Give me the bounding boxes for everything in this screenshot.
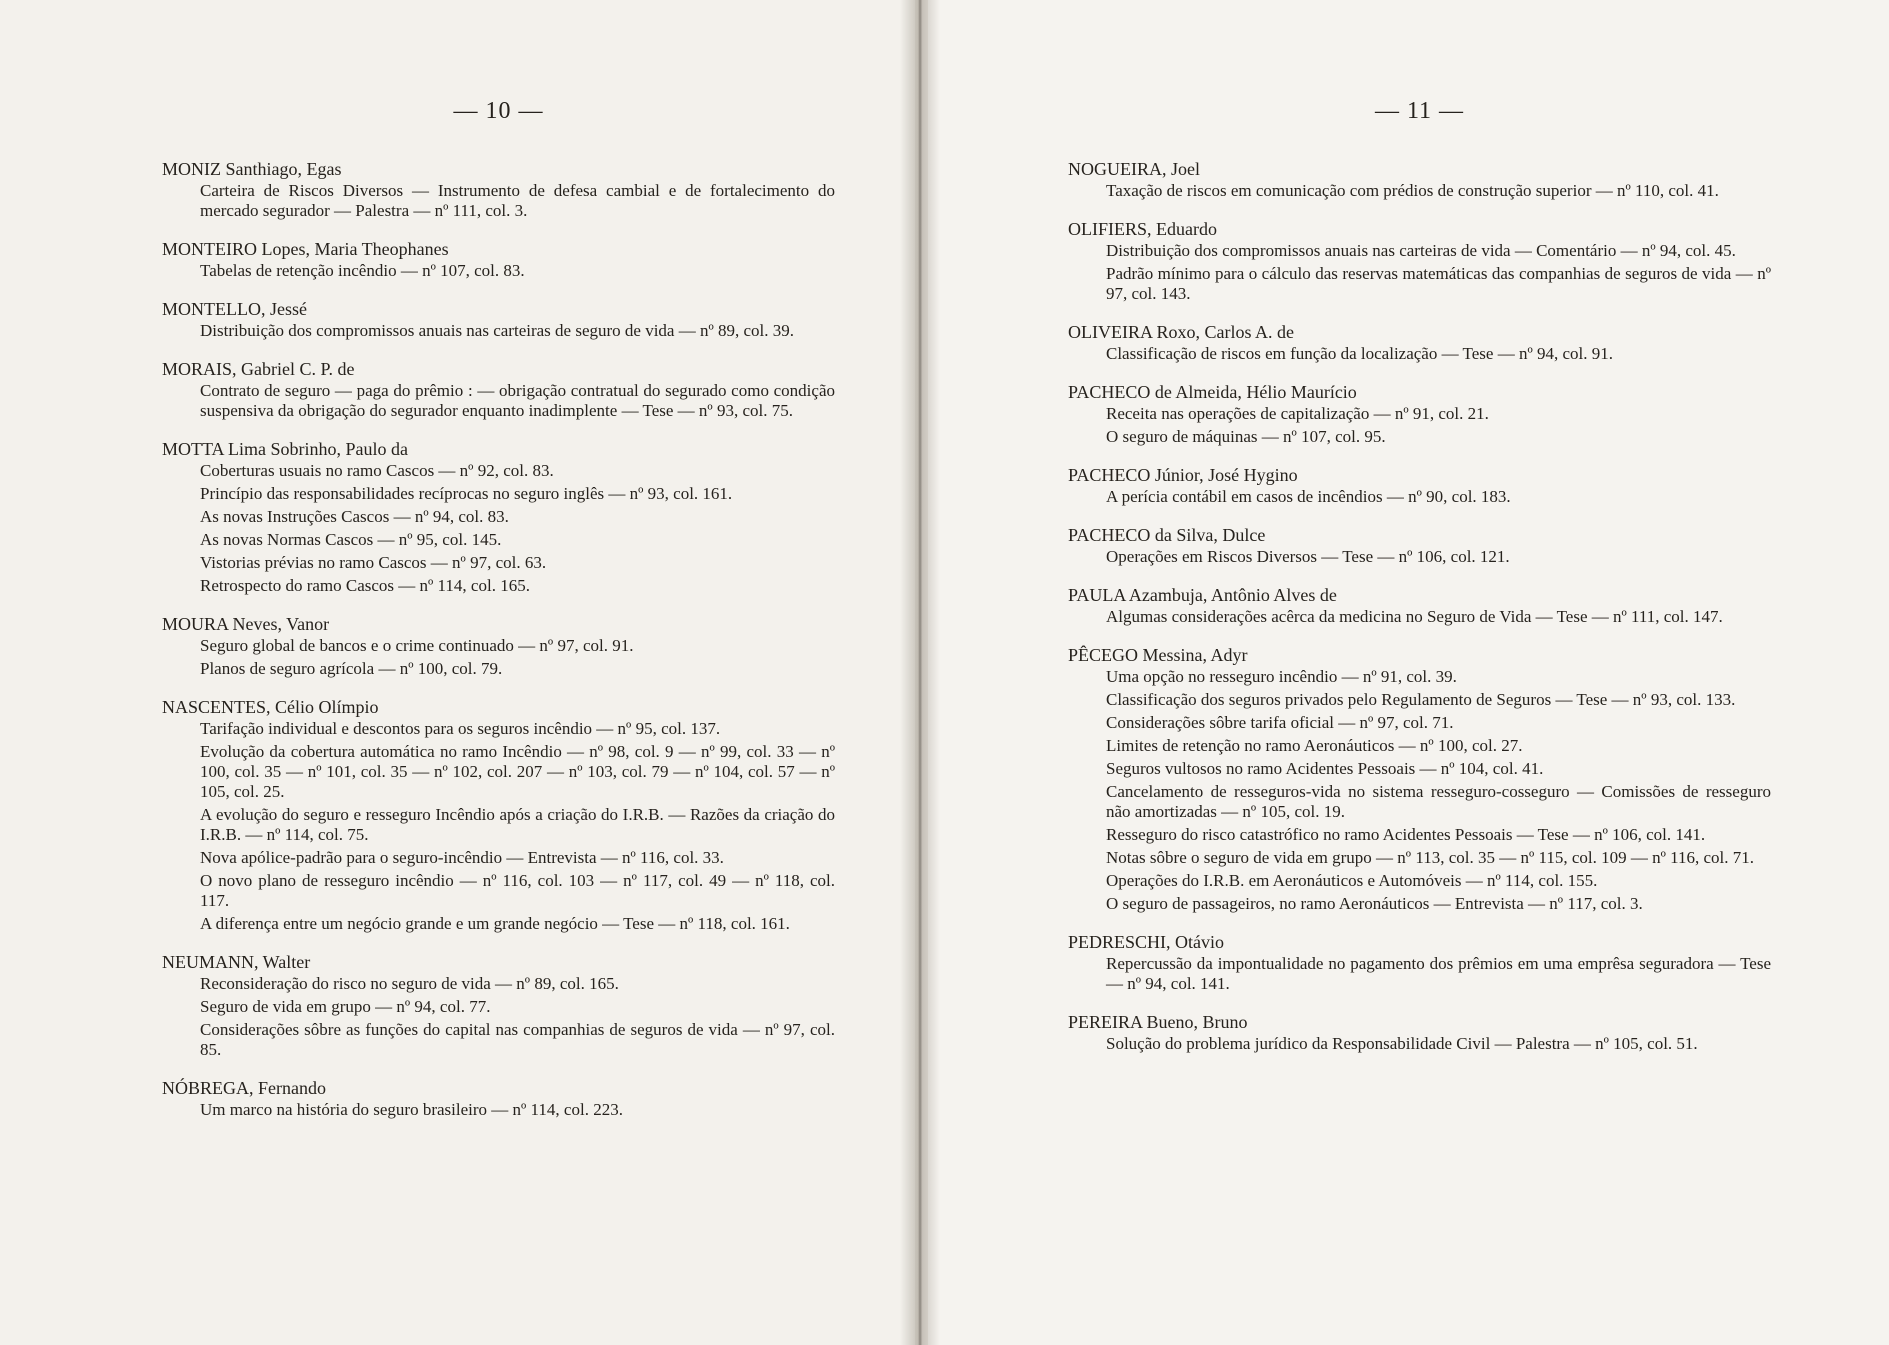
entry-work: Seguro de vida em grupo — nº 94, col. 77. — [200, 997, 491, 1016]
index-entry — [1068, 584, 1771, 627]
entry-work: Planos de seguro agrícola — nº 100, col. 79. — [200, 659, 503, 678]
entry-work: Padrão mínimo para o cálculo das reservas matemáticas das companhias de seguros de vida — nº 97, col. 143. — [1106, 264, 1771, 303]
entry-work: Resseguro do risco catastrófico no ramo Acidentes Pessoais — Tese — nº 106, col. 141. — [1106, 825, 1706, 844]
entry-author: PÊCEGO Messina, Adyr — [1068, 645, 1248, 665]
entry-work: Limites de retenção no ramo Aeronáuticos — nº 100, col. 27. — [1106, 736, 1523, 755]
index-entry — [1068, 218, 1771, 304]
entry-work: Classificação de riscos em função da localização — Tese — nº 94, col. 91. — [1106, 344, 1613, 363]
index-entry — [162, 613, 835, 679]
page-number-right: — 11 — — [1374, 98, 1465, 124]
entry-work: Distribuição dos compromissos anuais nas carteiras de seguro de vida — nº 89, col. 39. — [200, 321, 795, 340]
entry-work: O seguro de máquinas — nº 107, col. 95. — [1106, 427, 1386, 446]
entry-author: MORAIS, Gabriel C. P. de — [162, 359, 355, 379]
page-number-left: — 10 — — [453, 98, 544, 124]
entry-work: Operações do I.R.B. em Aeronáuticos e Automóveis — nº 114, col. 155. — [1106, 871, 1598, 890]
entry-work: Uma opção no resseguro incêndio — nº 91, col. 39. — [1106, 667, 1457, 686]
entry-work: Seguro global de bancos e o crime continuado — nº 97, col. 91. — [200, 636, 634, 655]
entry-work: Considerações sôbre as funções do capital nas companhias de seguros de vida — nº 97, col. 85. — [200, 1020, 835, 1059]
entry-work: As novas Instruções Cascos — nº 94, col. 83. — [200, 507, 509, 526]
entry-author: NEUMANN, Walter — [162, 952, 311, 972]
index-entry — [162, 298, 835, 341]
entry-work: A evolução do seguro e resseguro Incêndio após a criação do I.R.B. — Razões da criação do I.R.B. — nº 114, col. 75. — [200, 805, 835, 844]
entry-work: A diferença entre um negócio grande e um grande negócio — Tese — nº 118, col. 161. — [200, 914, 790, 933]
entry-work: Um marco na história do seguro brasileiro — nº 114, col. 223. — [200, 1100, 623, 1119]
entry-work: Princípio das responsabilidades recíprocas no seguro inglês — nº 93, col. 161. — [200, 484, 733, 503]
index-entry — [162, 1077, 835, 1120]
entry-work: Tabelas de retenção incêndio — nº 107, col. 83. — [200, 261, 525, 280]
entry-work: Considerações sôbre tarifa oficial — nº 97, col. 71. — [1106, 713, 1454, 732]
index-entry — [1068, 1011, 1771, 1054]
index-entry — [1068, 321, 1771, 364]
entry-work: Evolução da cobertura automática no ramo Incêndio — nº 98, col. 9 — nº 99, col. 33 — nº 100, col. 35 — nº 101, col. 35 — nº 102, col. 207 — nº 103, col. 79 — nº 104, col. 57 — nº 105, col. 25. — [200, 742, 835, 801]
index-entries-left — [162, 158, 835, 1120]
index-entry — [1068, 644, 1771, 914]
entry-work: Operações em Riscos Diversos — Tese — nº 106, col. 121. — [1106, 547, 1510, 566]
index-entry — [1068, 381, 1771, 447]
entry-work: Repercussão da impontualidade no pagamento dos prêmios em uma emprêsa seguradora — Tese — nº 94, col. 141. — [1106, 954, 1771, 993]
index-entry — [162, 951, 835, 1060]
entry-work: Tarifação individual e descontos para os seguros incêndio — nº 95, col. 137. — [200, 719, 721, 738]
entry-work: Vistorias prévias no ramo Cascos — nº 97, col. 63. — [200, 553, 547, 572]
entry-work: Notas sôbre o seguro de vida em grupo — nº 113, col. 35 — nº 115, col. 109 — nº 116, col. 71. — [1106, 848, 1755, 867]
index-entry — [1068, 524, 1771, 567]
entry-work: Carteira de Riscos Diversos — Instrumento de defesa cambial e de fortalecimento do mercado segurador — Palestra — nº 111, col. 3. — [200, 181, 835, 220]
entry-author: MONTELLO, Jessé — [162, 299, 307, 319]
entry-author: NÓBREGA, Fernando — [162, 1078, 326, 1098]
index-entries-right — [1068, 158, 1771, 1054]
entry-work: Seguros vultosos no ramo Acidentes Pessoais — nº 104, col. 41. — [1106, 759, 1544, 778]
entry-work: Taxação de riscos em comunicação com prédios de construção superior — nº 110, col. 41. — [1106, 181, 1719, 200]
entry-work: Cancelamento de resseguros-vida no sistema resseguro-cosseguro — Comissões de resseguro não amortizadas — nº 105, col. 19. — [1106, 782, 1771, 821]
entry-author: NASCENTES, Célio Olímpio — [162, 697, 379, 717]
entry-work: Contrato de seguro — paga do prêmio : — obrigação contratual do segurado como condição suspensiva da obrigação do segurador enquanto inadimplente — Tese — nº 93, col. 75. — [200, 381, 835, 420]
entry-author: MOTTA Lima Sobrinho, Paulo da — [162, 439, 409, 459]
entry-work: Retrospecto do ramo Cascos — nº 114, col. 165. — [200, 576, 530, 595]
index-entry — [1068, 158, 1771, 201]
book-gutter-shadow — [900, 0, 940, 1345]
entry-work: Coberturas usuais no ramo Cascos — nº 92, col. 83. — [200, 461, 554, 480]
entry-author: MONIZ Santhiago, Egas — [162, 159, 342, 179]
entry-author: OLIFIERS, Eduardo — [1068, 219, 1217, 239]
index-entry — [1068, 464, 1771, 507]
entry-author: PEDRESCHI, Otávio — [1068, 932, 1225, 952]
entry-work: Receita nas operações de capitalização — nº 91, col. 21. — [1106, 404, 1489, 423]
entry-author: PACHECO de Almeida, Hélio Maurício — [1068, 382, 1357, 402]
entry-author: OLIVEIRA Roxo, Carlos A. de — [1068, 322, 1294, 342]
right-page — [928, 0, 1889, 1345]
index-entry — [1068, 931, 1771, 994]
index-entry — [162, 438, 835, 596]
index-entry — [162, 158, 835, 221]
entry-work: O novo plano de resseguro incêndio — nº 116, col. 103 — nº 117, col. 49 — nº 118, col. 117. — [200, 871, 835, 910]
entry-work: Distribuição dos compromissos anuais nas carteiras de vida — Comentário — nº 94, col. 45. — [1106, 241, 1736, 260]
entry-work: Solução do problema jurídico da Responsabilidade Civil — Palestra — nº 105, col. 51. — [1106, 1034, 1698, 1053]
entry-author: MONTEIRO Lopes, Maria Theophanes — [162, 239, 449, 259]
index-entry — [162, 696, 835, 934]
entry-author: NOGUEIRA, Joel — [1068, 159, 1200, 179]
entry-work: Nova apólice-padrão para o seguro-incêndio — Entrevista — nº 116, col. 33. — [200, 848, 724, 867]
left-page — [0, 0, 915, 1345]
entry-work: Reconsideração do risco no seguro de vida — nº 89, col. 165. — [200, 974, 619, 993]
index-entry — [162, 358, 835, 421]
entry-work: Algumas considerações acêrca da medicina no Seguro de Vida — Tese — nº 111, col. 147. — [1106, 607, 1723, 626]
entry-work: A perícia contábil em casos de incêndios — nº 90, col. 183. — [1106, 487, 1511, 506]
entry-author: MOURA Neves, Vanor — [162, 614, 330, 634]
entry-author: PACHECO Júnior, José Hygino — [1068, 465, 1298, 485]
entry-work: As novas Normas Cascos — nº 95, col. 145. — [200, 530, 502, 549]
index-entry — [162, 238, 835, 281]
entry-author: PAULA Azambuja, Antônio Alves de — [1068, 585, 1337, 605]
entry-work: Classificação dos seguros privados pelo Regulamento de Seguros — Tese — nº 93, col. 133. — [1106, 690, 1736, 709]
entry-author: PEREIRA Bueno, Bruno — [1068, 1012, 1248, 1032]
entry-work: O seguro de passageiros, no ramo Aeronáuticos — Entrevista — nº 117, col. 3. — [1106, 894, 1643, 913]
entry-author: PACHECO da Silva, Dulce — [1068, 525, 1266, 545]
